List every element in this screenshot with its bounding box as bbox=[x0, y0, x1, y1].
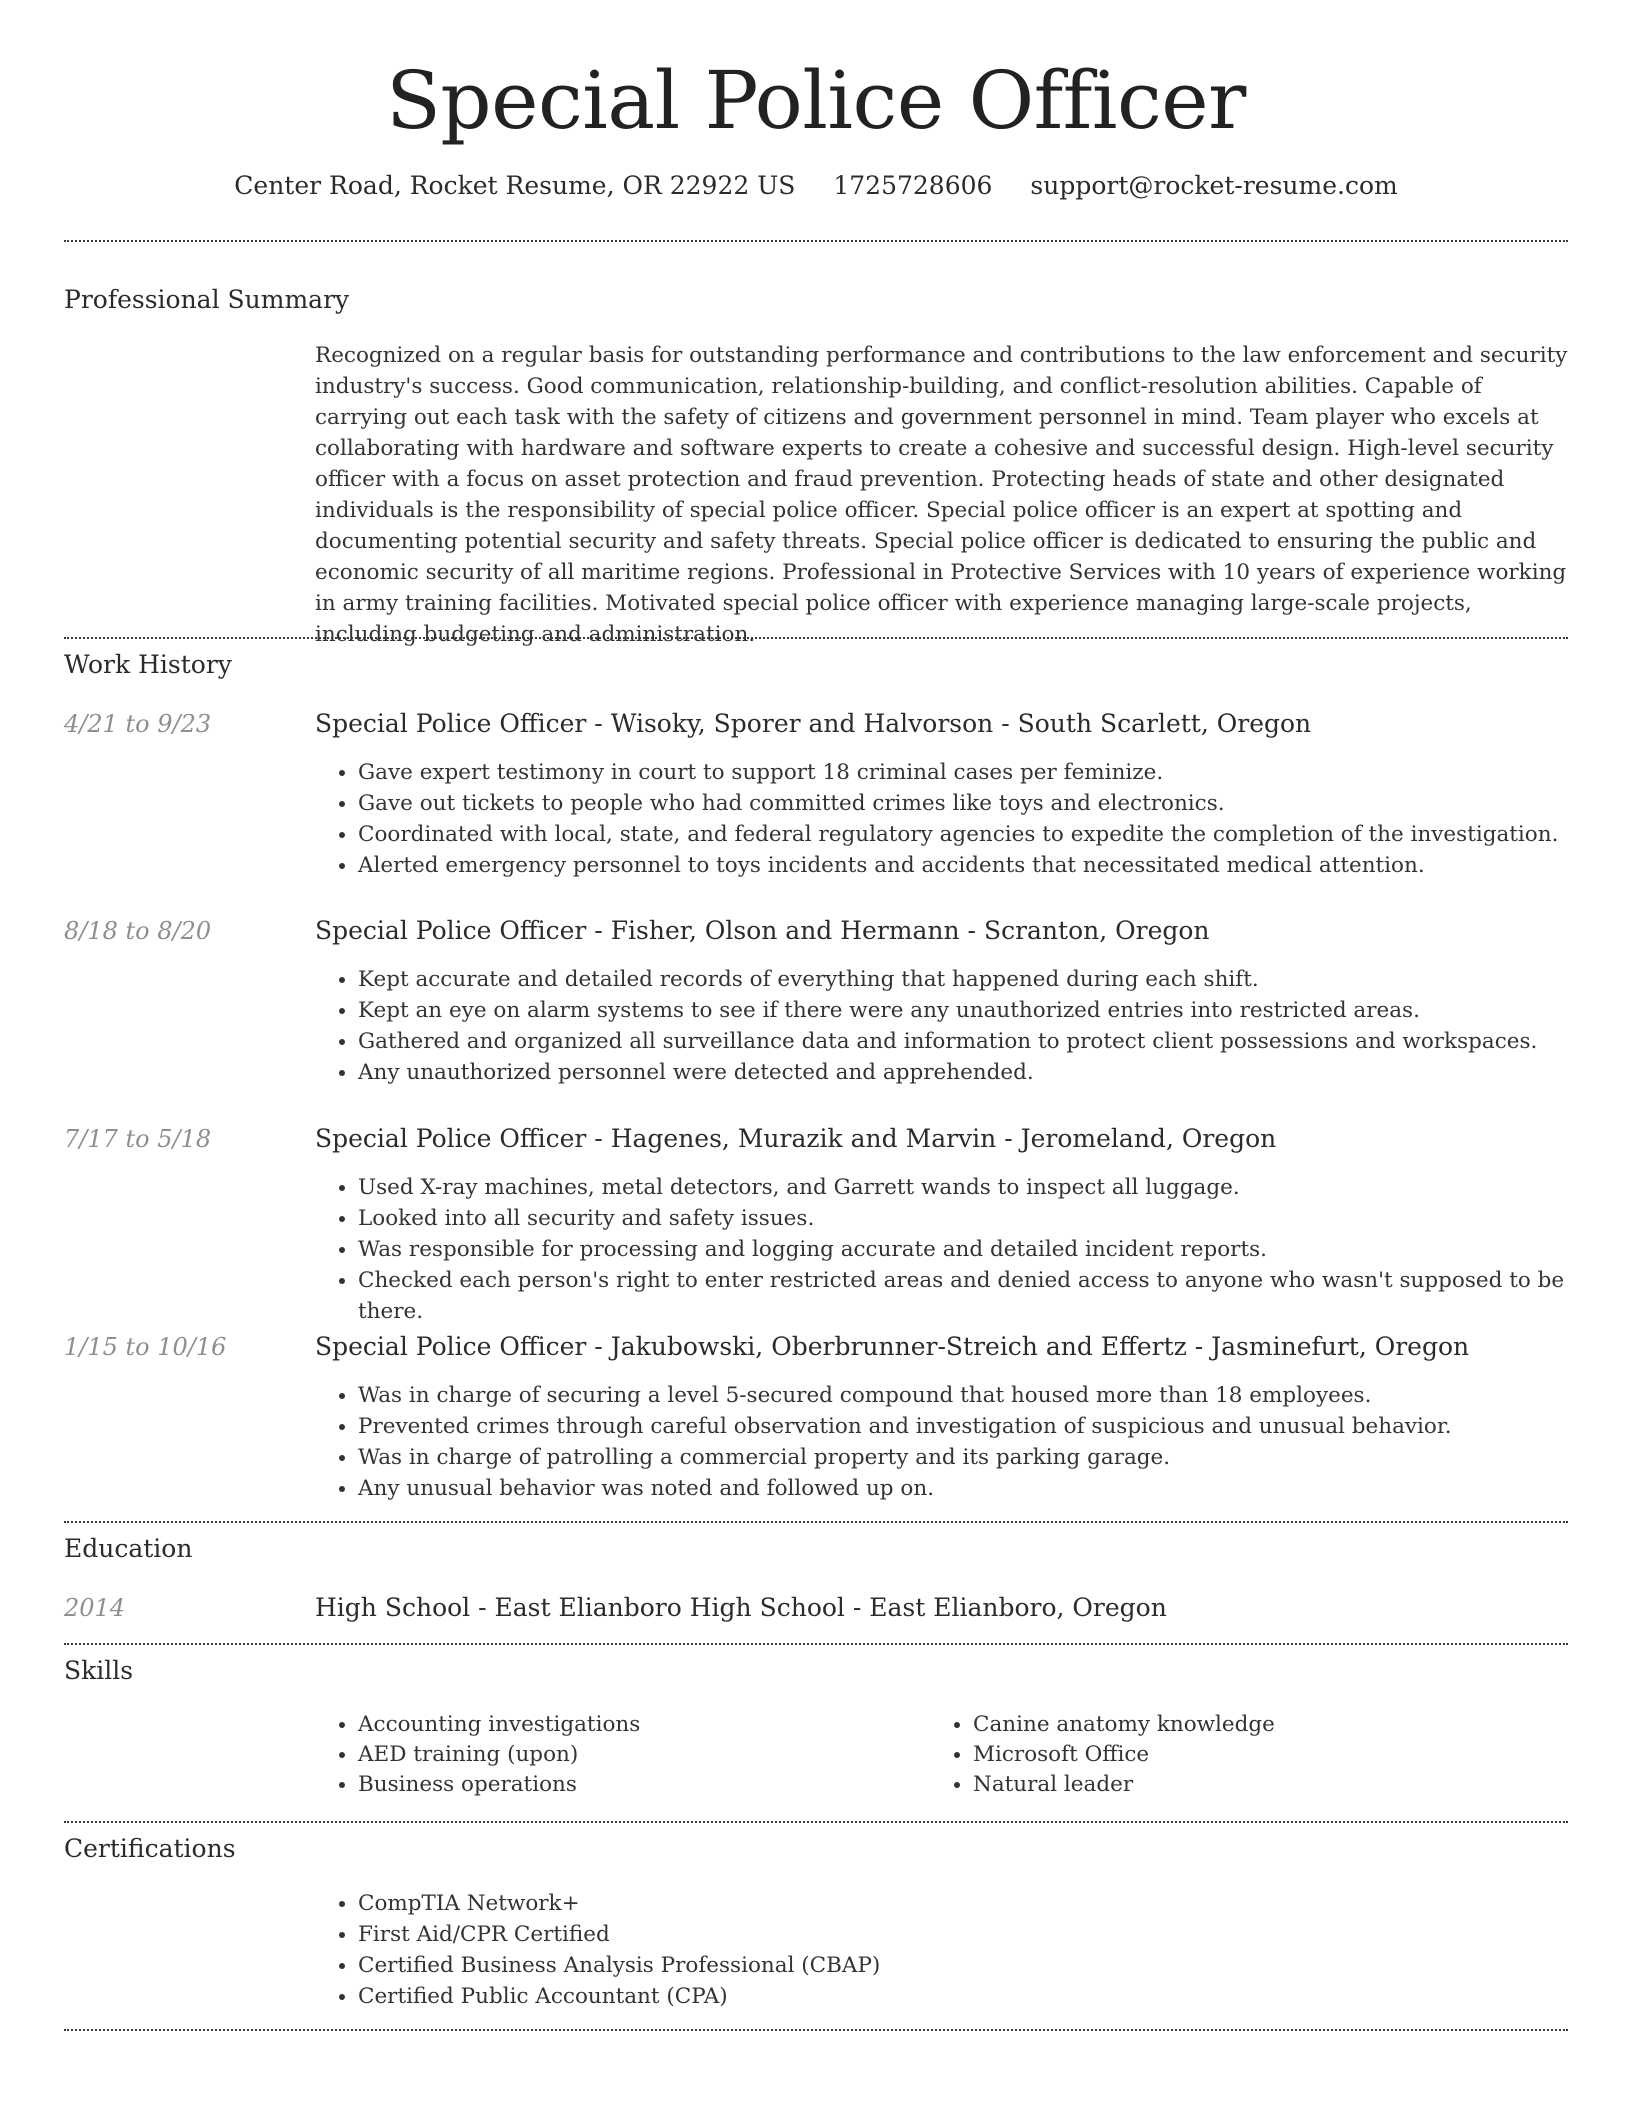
job-dates: 1/15 to 10/16 bbox=[64, 1333, 227, 1361]
list-item: • Kept an eye on alarm systems to see if there were any unauthorized entries into restricted areas. bbox=[358, 995, 1537, 1026]
list-item: • Any unauthorized personnel were detected and apprehended. bbox=[358, 1057, 1537, 1088]
job-heading: Special Police Officer - Jakubowski, Oberbrunner-Streich and Effertz - Jasminefurt, Oregon bbox=[315, 1332, 1470, 1361]
list-item: • Was in charge of securing a level 5-secured compound that housed more than 18 employees. bbox=[358, 1380, 1452, 1411]
section-title-work: Work History bbox=[64, 650, 232, 679]
list-item: • Was in charge of patrolling a commercial property and its parking garage. bbox=[358, 1442, 1452, 1473]
list-item: • Looked into all security and safety issues. bbox=[358, 1203, 1632, 1234]
contact-address: Center Road, Rocket Resume, OR 22922 US bbox=[234, 171, 796, 200]
divider bbox=[64, 1821, 1568, 1823]
list-item: • Prevented crimes through careful observation and investigation of suspicious and unusual behavior. bbox=[358, 1411, 1452, 1442]
divider bbox=[64, 2029, 1568, 2031]
divider bbox=[64, 1521, 1568, 1523]
list-item: • AED training (upon) bbox=[358, 1740, 640, 1770]
job-bullets bbox=[315, 757, 1558, 881]
section-title-skills: Skills bbox=[64, 1656, 134, 1685]
section-title-summary: Professional Summary bbox=[64, 285, 350, 314]
list-item: • Gave expert testimony in court to support 18 criminal cases per feminize. bbox=[358, 757, 1558, 788]
contact-phone: 1725728606 bbox=[833, 171, 993, 200]
section-title-certifications: Certifications bbox=[64, 1834, 236, 1863]
job-heading: Special Police Officer - Wisoky, Sporer and Halvorson - South Scarlett, Oregon bbox=[315, 709, 1312, 738]
skills-list-left bbox=[315, 1710, 640, 1800]
list-item: • Checked each person's right to enter restricted areas and denied access to anyone who wasn't supposed to be there. bbox=[358, 1265, 1632, 1327]
job-heading: Special Police Officer - Hagenes, Murazik and Marvin - Jeromeland, Oregon bbox=[315, 1124, 1277, 1153]
list-item: • Canine anatomy knowledge bbox=[973, 1710, 1275, 1740]
list-item: • Microsoft Office bbox=[973, 1740, 1275, 1770]
list-item: • Was responsible for processing and logging accurate and detailed incident reports. bbox=[358, 1234, 1632, 1265]
list-item: • Certified Public Accountant (CPA) bbox=[358, 1981, 880, 2012]
job-dates: 7/17 to 5/18 bbox=[64, 1125, 212, 1153]
list-item: • CompTIA Network+ bbox=[358, 1888, 880, 1919]
divider bbox=[64, 240, 1568, 242]
job-bullets bbox=[315, 1380, 1452, 1504]
job-heading: Special Police Officer - Fisher, Olson and Hermann - Scranton, Oregon bbox=[315, 916, 1210, 945]
education-heading: High School - East Elianboro High School - East Elianboro, Oregon bbox=[315, 1593, 1167, 1622]
summary-text: Recognized on a regular basis for outstanding performance and contributions to the law enforcement and security industry's success. Good communication, relationship-building, and conflict-resolution abilities. Capable of carrying out each task with the safety of citizens and government personnel in mind. Team player who excels at collaborating with hardware and software experts to create a cohesive and successful design. High-level security officer with a focus on asset protection and fraud prevention. Protecting heads of state and other designated individuals is the responsibility of special police officer. Special police officer is an expert at spotting and documenting potential security and safety threats. Special police officer is dedicated to ensuring the public and economic security of all maritime regions. Professional in Protective Services with 10 years of experience working in army training facilities. Motivated special police officer with experience managing large-scale projects, including budgeting and administration. bbox=[315, 343, 1568, 647]
resume-name: Special Police Officer bbox=[386, 54, 1246, 147]
list-item: • Any unusual behavior was noted and followed up on. bbox=[358, 1473, 1452, 1504]
certifications-list bbox=[315, 1888, 880, 2012]
job-bullets bbox=[315, 964, 1537, 1088]
job-bullets bbox=[315, 1172, 1632, 1327]
list-item: • Alerted emergency personnel to toys incidents and accidents that necessitated medical attention. bbox=[358, 850, 1558, 881]
job-dates: 4/21 to 9/23 bbox=[64, 710, 212, 738]
divider bbox=[64, 1643, 1568, 1645]
contact-email: support@rocket-resume.com bbox=[1030, 171, 1398, 200]
divider bbox=[64, 637, 1568, 639]
list-item: • Gathered and organized all surveillance data and information to protect client possessions and workspaces. bbox=[358, 1026, 1537, 1057]
list-item: • First Aid/CPR Certified bbox=[358, 1919, 880, 1950]
list-item: • Accounting investigations bbox=[358, 1710, 640, 1740]
job-dates: 8/18 to 8/20 bbox=[64, 917, 212, 945]
list-item: • Natural leader bbox=[973, 1770, 1275, 1800]
list-item: • Kept accurate and detailed records of everything that happened during each shift. bbox=[358, 964, 1537, 995]
list-item: • Used X-ray machines, metal detectors, and Garrett wands to inspect all luggage. bbox=[358, 1172, 1632, 1203]
skills-list-right bbox=[930, 1710, 1275, 1800]
list-item: • Certified Business Analysis Professional (CBAP) bbox=[358, 1950, 880, 1981]
list-item: • Gave out tickets to people who had committed crimes like toys and electronics. bbox=[358, 788, 1558, 819]
section-title-education: Education bbox=[64, 1534, 193, 1563]
education-year: 2014 bbox=[64, 1594, 126, 1622]
contact-line bbox=[0, 168, 1632, 204]
list-item: • Coordinated with local, state, and federal regulatory agencies to expedite the completion of the investigation. bbox=[358, 819, 1558, 850]
list-item: • Business operations bbox=[358, 1770, 640, 1800]
